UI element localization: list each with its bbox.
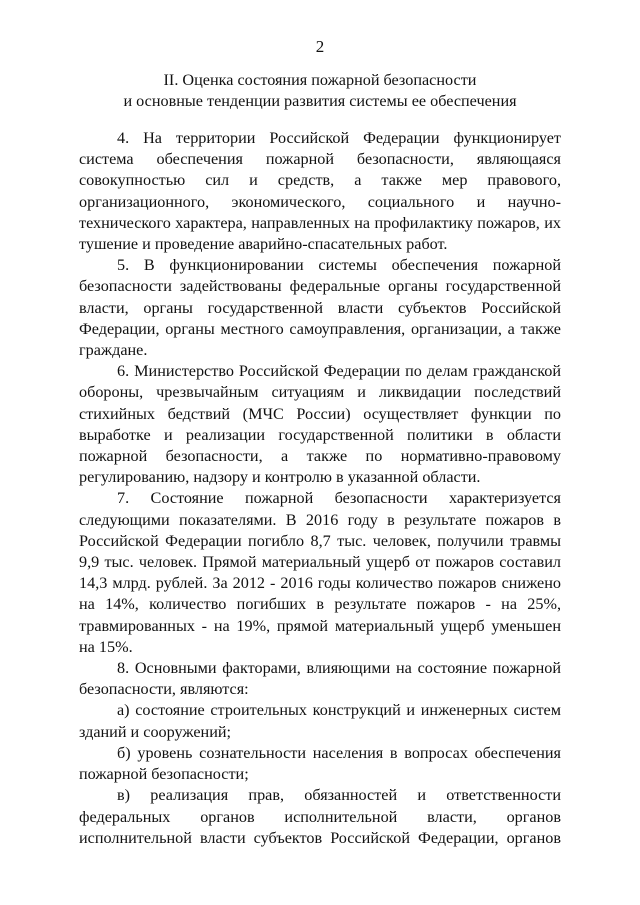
body-text: [79, 128, 561, 849]
paragraph-4: 4. На территории Российской Федерации функционирует система обеспечения пожарной безопасности, являющаяся совокупностью сил и средств, а также мер правового, организационного, экономического, социального и научно-технического характера, направленных на профилактику пожаров, их тушение и проведение аварийно-спасательных работ.: [79, 129, 561, 254]
paragraph-8-item-b: б) уровень сознательности населения в вопросах обеспечения пожарной безопасности;: [79, 743, 561, 784]
paragraph-6: 6. Министерство Российской Федерации по делам гражданской обороны, чрезвычайным ситуациям и ликвидации последствий стихийных бедствий (МЧС России) осуществляет функции по выработке и реализации государственной политики в области пожарной безопасности, а также по нормативно-правовому регулированию, надзору и контролю в указанной области.: [79, 362, 561, 487]
paragraph-8-item-a: а) состояние строительных конструкций и инженерных систем зданий и сооружений;: [79, 701, 561, 741]
section-title-line-2: и основные тенденции развития системы ее обеспечения: [123, 92, 517, 110]
paragraph-8-item-v: в) реализация прав, обязанностей и ответственности федеральных органов исполнительной власти, органов исполнительной власти субъектов Российской Федерации, органов: [79, 786, 561, 847]
paragraph-8: 8. Основными факторами, влияющими на состояние пожарной безопасности, являются:: [79, 659, 561, 699]
section-title-line-1: II. Оценка состояния пожарной безопасности: [163, 71, 477, 89]
paragraph-7: 7. Состояние пожарной безопасности характеризуется следующими показателями. В 2016 году в результате пожаров в Российской Федерации погибло 8,7 тыс. человек, получили травмы 9,9 тыс. человек. Прямой материальный ущерб от пожаров составил 14,3 млрд. рублей. За 2012 - 2016 годы количество пожаров снижено на 14%, количество погибших в результате пожаров - на 25%, травмированных - на 19%, прямой материальный ущерб уменьшен на 15%.: [79, 489, 561, 656]
page-number: 2: [315, 37, 325, 56]
section-title: [0, 70, 640, 112]
paragraph-5: 5. В функционировании системы обеспечения пожарной безопасности задействованы федеральные органы государственной власти, органы государственной власти субъектов Российской Федерации, органы местного самоуправления, организации, а также граждане.: [79, 256, 561, 360]
